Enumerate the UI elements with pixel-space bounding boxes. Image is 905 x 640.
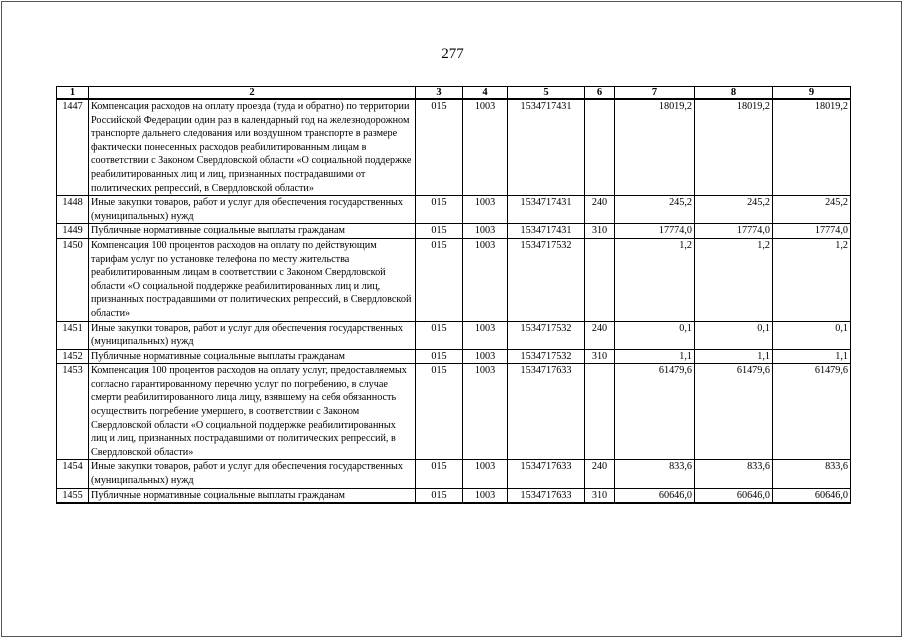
row-description: Иные закупки товаров, работ и услуг для обеспечения государственных (муниципальных) нужд — [89, 321, 416, 349]
table-row — [57, 488, 851, 503]
row-description: Публичные нормативные социальные выплаты гражданам — [89, 224, 416, 239]
row-description: Компенсация расходов на оплату проезда (туда и обратно) по территории Российской Федерации один раз в календарный год на железнодорожном транспорте дальнего следования или воздушном транспорте в размере фактически понесенных расходов реабилитированным лицам в соответствии с Законом Свердловской области «О социальной поддержке реабилитированных лиц и лиц, признанных пострадавшими от политических репрессий, в Свердловской области» — [89, 99, 416, 196]
cell-col5: 1534717633 — [508, 460, 585, 488]
cell-col5: 1534717431 — [508, 224, 585, 239]
cell-col6: 240 — [585, 321, 615, 349]
page-number: 277 — [441, 46, 464, 62]
row-description: Публичные нормативные социальные выплаты гражданам — [89, 488, 416, 503]
column-header: 5 — [508, 87, 585, 100]
cell-col8: 17774,0 — [695, 224, 773, 239]
cell-col8: 833,6 — [695, 460, 773, 488]
row-description: Компенсация 100 процентов расходов на оплату по действующим тарифам услуг по установке телефона по месту жительства реабилитированным лицам в соответствии с Законом Свердловской области «О социальной поддержке реабилитированных лиц и лиц, признанных пострадавшими от политических репрессий, в Свердловской области» — [89, 238, 416, 321]
column-header: 3 — [416, 87, 463, 100]
cell-col4: 1003 — [463, 460, 508, 488]
cell-col6: 310 — [585, 224, 615, 239]
cell-col4: 1003 — [463, 321, 508, 349]
cell-col8: 0,1 — [695, 321, 773, 349]
cell-col9: 0,1 — [773, 321, 851, 349]
cell-col5: 1534717633 — [508, 364, 585, 460]
cell-col6: 240 — [585, 460, 615, 488]
cell-col4: 1003 — [463, 99, 508, 196]
cell-col7: 18019,2 — [615, 99, 695, 196]
table-row — [57, 460, 851, 488]
cell-col5: 1534717633 — [508, 488, 585, 503]
cell-col5: 1534717532 — [508, 349, 585, 364]
cell-col7: 833,6 — [615, 460, 695, 488]
cell-col7: 245,2 — [615, 196, 695, 224]
cell-col7: 1,2 — [615, 238, 695, 321]
cell-col9: 833,6 — [773, 460, 851, 488]
table-row — [57, 321, 851, 349]
cell-col4: 1003 — [463, 224, 508, 239]
row-description: Иные закупки товаров, работ и услуг для обеспечения государственных (муниципальных) нужд — [89, 196, 416, 224]
row-description: Компенсация 100 процентов расходов на оплату услуг, предоставляемых согласно гарантированному перечню услуг по погребению, в случае смерти реабилитированного лица лицу, взявшему на себя обязанность осуществить погребение умершего, в соответствии с Законом Свердловской области «О социальной поддержке реабилитированных лиц и лиц, признанных пострадавшими от политических репрессий, в Свердловской области» — [89, 364, 416, 460]
cell-col6: 310 — [585, 349, 615, 364]
cell-col3: 015 — [416, 196, 463, 224]
table-row — [57, 238, 851, 321]
row-description: Публичные нормативные социальные выплаты гражданам — [89, 349, 416, 364]
column-header: 9 — [773, 87, 851, 100]
table-row — [57, 196, 851, 224]
cell-col7: 61479,6 — [615, 364, 695, 460]
row-number: 1448 — [57, 196, 89, 224]
cell-col7: 0,1 — [615, 321, 695, 349]
cell-col5: 1534717532 — [508, 238, 585, 321]
cell-col8: 60646,0 — [695, 488, 773, 503]
cell-col4: 1003 — [463, 364, 508, 460]
column-header: 4 — [463, 87, 508, 100]
cell-col9: 17774,0 — [773, 224, 851, 239]
row-number: 1449 — [57, 224, 89, 239]
row-number: 1451 — [57, 321, 89, 349]
cell-col4: 1003 — [463, 238, 508, 321]
cell-col3: 015 — [416, 488, 463, 503]
cell-col9: 1,1 — [773, 349, 851, 364]
table-row — [57, 349, 851, 364]
cell-col9: 60646,0 — [773, 488, 851, 503]
column-header: 6 — [585, 87, 615, 100]
cell-col4: 1003 — [463, 196, 508, 224]
column-header: 7 — [615, 87, 695, 100]
cell-col4: 1003 — [463, 349, 508, 364]
table-row — [57, 99, 851, 196]
cell-col9: 18019,2 — [773, 99, 851, 196]
row-number: 1455 — [57, 488, 89, 503]
cell-col3: 015 — [416, 321, 463, 349]
cell-col6: 240 — [585, 196, 615, 224]
cell-col3: 015 — [416, 460, 463, 488]
cell-col6 — [585, 99, 615, 196]
budget-table — [56, 86, 851, 504]
cell-col5: 1534717431 — [508, 99, 585, 196]
row-number: 1450 — [57, 238, 89, 321]
cell-col9: 1,2 — [773, 238, 851, 321]
column-header: 1 — [57, 87, 89, 100]
table-row — [57, 364, 851, 460]
cell-col3: 015 — [416, 224, 463, 239]
row-description: Иные закупки товаров, работ и услуг для обеспечения государственных (муниципальных) нужд — [89, 460, 416, 488]
cell-col7: 17774,0 — [615, 224, 695, 239]
row-number: 1454 — [57, 460, 89, 488]
column-header: 8 — [695, 87, 773, 100]
cell-col7: 60646,0 — [615, 488, 695, 503]
cell-col6 — [585, 364, 615, 460]
row-number: 1452 — [57, 349, 89, 364]
row-number: 1447 — [57, 99, 89, 196]
table-row — [57, 224, 851, 239]
cell-col4: 1003 — [463, 488, 508, 503]
header-row — [57, 87, 851, 100]
cell-col8: 18019,2 — [695, 99, 773, 196]
cell-col8: 1,2 — [695, 238, 773, 321]
cell-col6 — [585, 238, 615, 321]
cell-col5: 1534717431 — [508, 196, 585, 224]
cell-col8: 61479,6 — [695, 364, 773, 460]
cell-col3: 015 — [416, 238, 463, 321]
cell-col8: 1,1 — [695, 349, 773, 364]
cell-col7: 1,1 — [615, 349, 695, 364]
cell-col3: 015 — [416, 99, 463, 196]
cell-col5: 1534717532 — [508, 321, 585, 349]
row-number: 1453 — [57, 364, 89, 460]
cell-col9: 61479,6 — [773, 364, 851, 460]
cell-col3: 015 — [416, 349, 463, 364]
cell-col8: 245,2 — [695, 196, 773, 224]
cell-col6: 310 — [585, 488, 615, 503]
cell-col3: 015 — [416, 364, 463, 460]
column-header: 2 — [89, 87, 416, 100]
cell-col9: 245,2 — [773, 196, 851, 224]
